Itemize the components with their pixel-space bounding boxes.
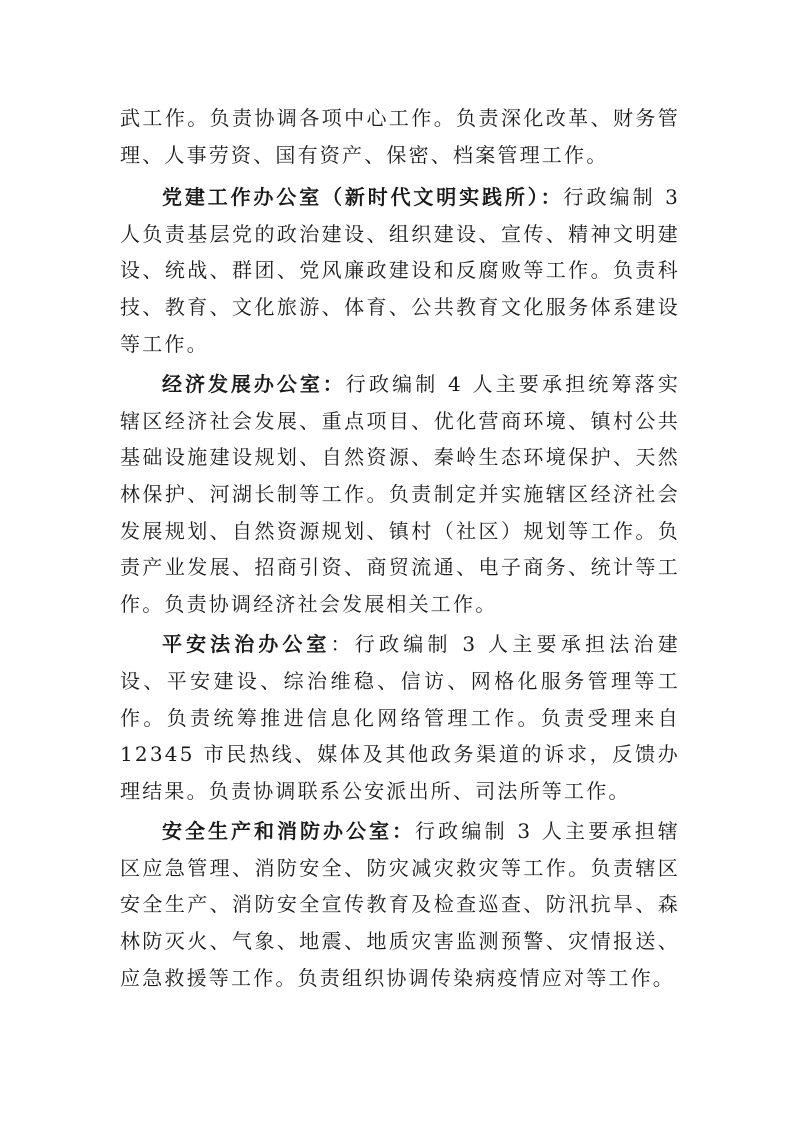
paragraph-safety-rule-of-law-office xyxy=(120,626,680,809)
office-heading: 安全生产和消防办公室： xyxy=(162,819,415,844)
paragraph-body: 行政编制 3 人主要承担辖区应急管理、消防安全、防灾减灾救灾等工作。负责辖区安全生产、消防安全宣传教育及检查巡查、防汛抗旱、森林防灭火、气象、地震、地质灾害监测预警、灾情报送、应急救援等工作。负责组织协调传染病疫情应对等工作。 xyxy=(120,819,681,990)
paragraph-body: ：行政编制 3 人主要承担法治建设、平安建设、综治维稳、信访、网格化服务管理等工作。负责统筹推进信息化网络管理工作。负责受理来自 12345 市民热线、媒体及其他政务渠道的诉求，反馈办理结果。负责协调联系公安派出所、司法所等工作。 xyxy=(120,632,680,803)
office-heading: 平安法治办公室 xyxy=(162,632,331,657)
paragraph-economic-development-office xyxy=(120,366,680,622)
paragraph-party-building-office xyxy=(120,179,680,362)
paragraph-body: 行政编制 4 人主要承担统筹落实辖区经济社会发展、重点项目、优化营商环境、镇村公共基础设施建设规划、自然资源、秦岭生态环境保护、天然林保护、河湖长制等工作。负责制定并实施辖区经济社会发展规划、自然资源规划、镇村（社区）规划等工作。负责产业发展、招商引资、商贸流通、电子商务、统计等工作。负责协调经济社会发展相关工作。 xyxy=(120,372,681,616)
paragraph-body: 武工作。负责协调各项中心工作。负责深化改革、财务管理、人事劳资、国有资产、保密、档案管理工作。 xyxy=(120,106,680,167)
office-heading: 党建工作办公室（新时代文明实践所）： xyxy=(162,185,564,210)
office-heading: 经济发展办公室： xyxy=(162,372,346,397)
paragraph-continuation xyxy=(120,100,680,173)
document-page xyxy=(120,100,680,996)
paragraph-work-safety-fire-office xyxy=(120,813,680,996)
paragraph-body: 行政编制 3 人负责基层党的政治建设、组织建设、宣传、精神文明建设、统战、群团、党风廉政建设和反腐败等工作。负责科技、教育、文化旅游、体育、公共教育文化服务体系建设等工作。 xyxy=(120,185,680,356)
